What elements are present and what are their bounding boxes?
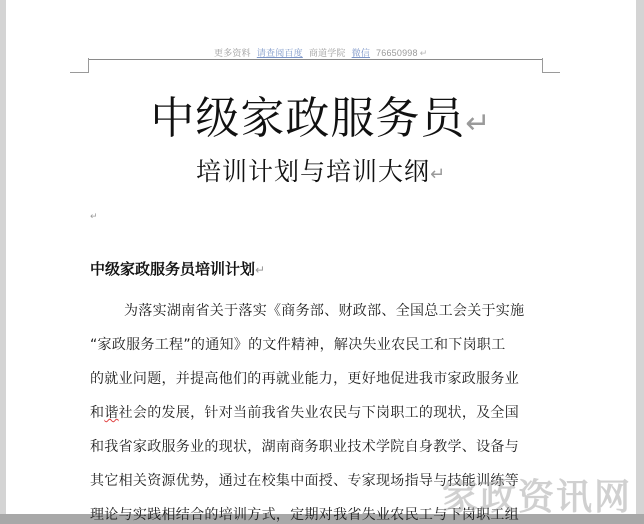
paragraph-line[interactable]: 为落实湖南省关于落实《商务部、财政部、全国总工会关于实施	[124, 303, 525, 319]
title-text: 中级家政服务员	[150, 93, 466, 144]
margin-corner-mark	[88, 58, 89, 73]
right-scroll-gutter[interactable]	[636, 0, 644, 514]
document-subtitle[interactable]	[6, 152, 636, 188]
site-watermark: 家政资讯网	[441, 477, 632, 518]
header-item: 商道学院	[308, 48, 346, 58]
paragraph-line[interactable]: 和我省家政服务业的现状，湖南商务职业技术学院自身教学、设备与	[90, 439, 519, 455]
paragraph-line[interactable]: 的就业问题，并提高他们的再就业能力，更好地促进我市家政服务业	[90, 371, 519, 387]
paragraph-mark-icon: ↵	[255, 263, 266, 277]
header-link[interactable]: 微信	[351, 48, 371, 58]
empty-paragraph-mark-icon: ↵	[90, 212, 98, 222]
margin-corner-mark	[70, 72, 88, 73]
return-mark-icon: ↵	[419, 48, 428, 58]
document-page[interactable]	[6, 0, 636, 523]
paragraph-mark-icon: ↵	[429, 164, 447, 185]
paragraph-mark-icon: ↵	[465, 106, 492, 141]
page-header	[214, 46, 433, 59]
header-item: 更多资料	[214, 48, 251, 58]
paragraph-line[interactable]: “家政服务工程”的通知》的文件精神，解决失业农民工和下岗职工	[90, 337, 506, 353]
header-item: 76650998	[376, 48, 418, 58]
margin-corner-mark	[542, 72, 560, 73]
line-text: 社会的发展，针对当前我省失业农民与下岗职工的现状，及全国	[118, 405, 520, 421]
subtitle-text: 培训计划与培训大纲	[195, 157, 430, 186]
paragraph-line[interactable]: 理论与实践相结合的培训方式，定期对我省失业农民工与下岗职工组	[90, 507, 519, 523]
section-heading-text: 中级家政服务员培训计划	[90, 260, 256, 278]
header-rule	[88, 59, 542, 60]
paragraph-line[interactable]: 其它相关资源优势，通过在校集中面授、专家现场指导与技能训练等	[90, 473, 519, 489]
document-title[interactable]	[6, 82, 636, 146]
margin-corner-mark	[542, 58, 543, 73]
spelling-error-mark[interactable]: 谐	[104, 405, 119, 421]
paragraph-line[interactable]	[90, 402, 556, 422]
line-text: 和	[90, 405, 105, 421]
header-link[interactable]: 请查阅百度	[256, 48, 303, 58]
section-heading[interactable]	[90, 258, 265, 279]
